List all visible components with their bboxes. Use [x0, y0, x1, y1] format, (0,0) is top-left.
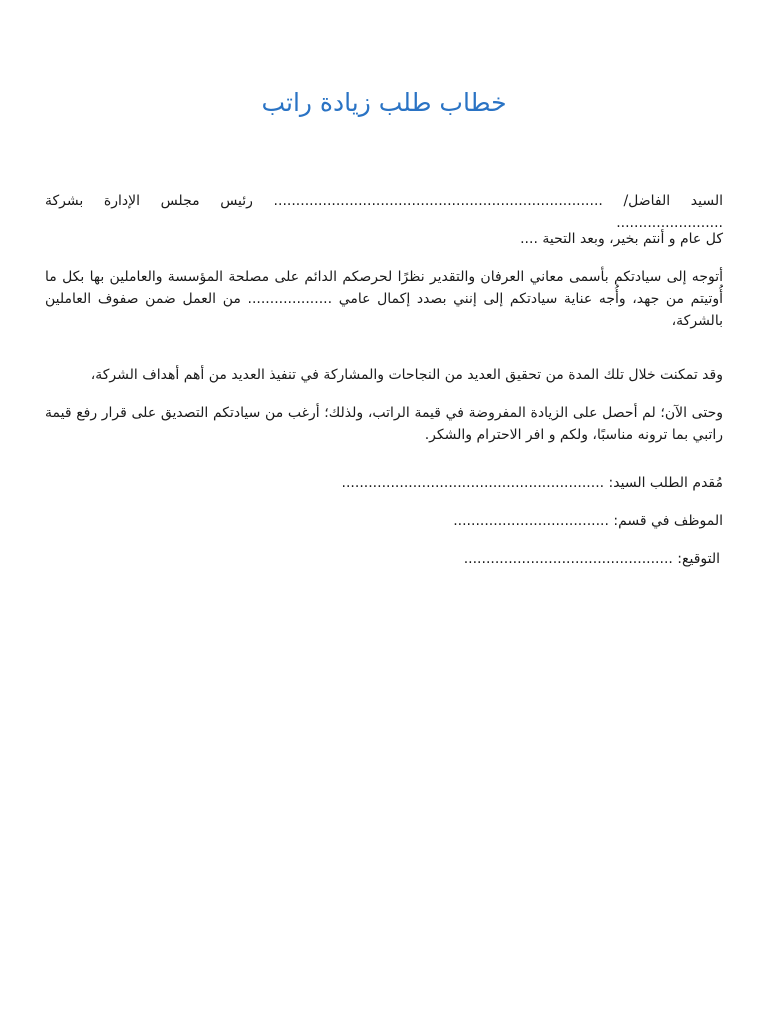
- request-paragraph: وحتى الآن؛ لم أحصل على الزيادة المفروضة في قيمة الراتب، ولذلك؛ أرغب من سيادتكم التصديق على قرار رفع قيمة راتبي بما ترونه مناسبًا، ولكم و افر الاحترام والشكر.: [45, 405, 723, 443]
- applicant-line: مُقدم الطلب السيد: ...........................................................: [341, 475, 723, 491]
- greeting-line: كل عام و أنتم بخير، وبعد التحية ....: [520, 231, 723, 247]
- department-line: الموظف في قسم: ...................................: [453, 513, 723, 529]
- letter-title: خطاب طلب زيادة راتب: [261, 88, 507, 117]
- signature-line: التوقيع: ...............................................: [463, 551, 720, 567]
- intro-paragraph: أتوجه إلى سيادتكم بأسمى معاني العرفان والتقدير نظرًا لحرصكم الدائم على مصلحة المؤسسة والعاملين بها بكل ما أُوتيتم من جهد، وأُجه عناية سيادتكم إلى إنني بصدد إكمال عامي ................... من العمل ضمن صفوف العاملين بالشركة،: [45, 269, 723, 329]
- achievements-paragraph: وقد تمكنت خلال تلك المدة من تحقيق العديد من النجاحات والمشاركة في تنفيذ العديد من أهم أهداف الشركة،: [90, 367, 723, 383]
- salutation-line: السيد الفاضل/ .......................................................................... رئيس مجلس الإدارة بشركة ........................: [45, 193, 723, 231]
